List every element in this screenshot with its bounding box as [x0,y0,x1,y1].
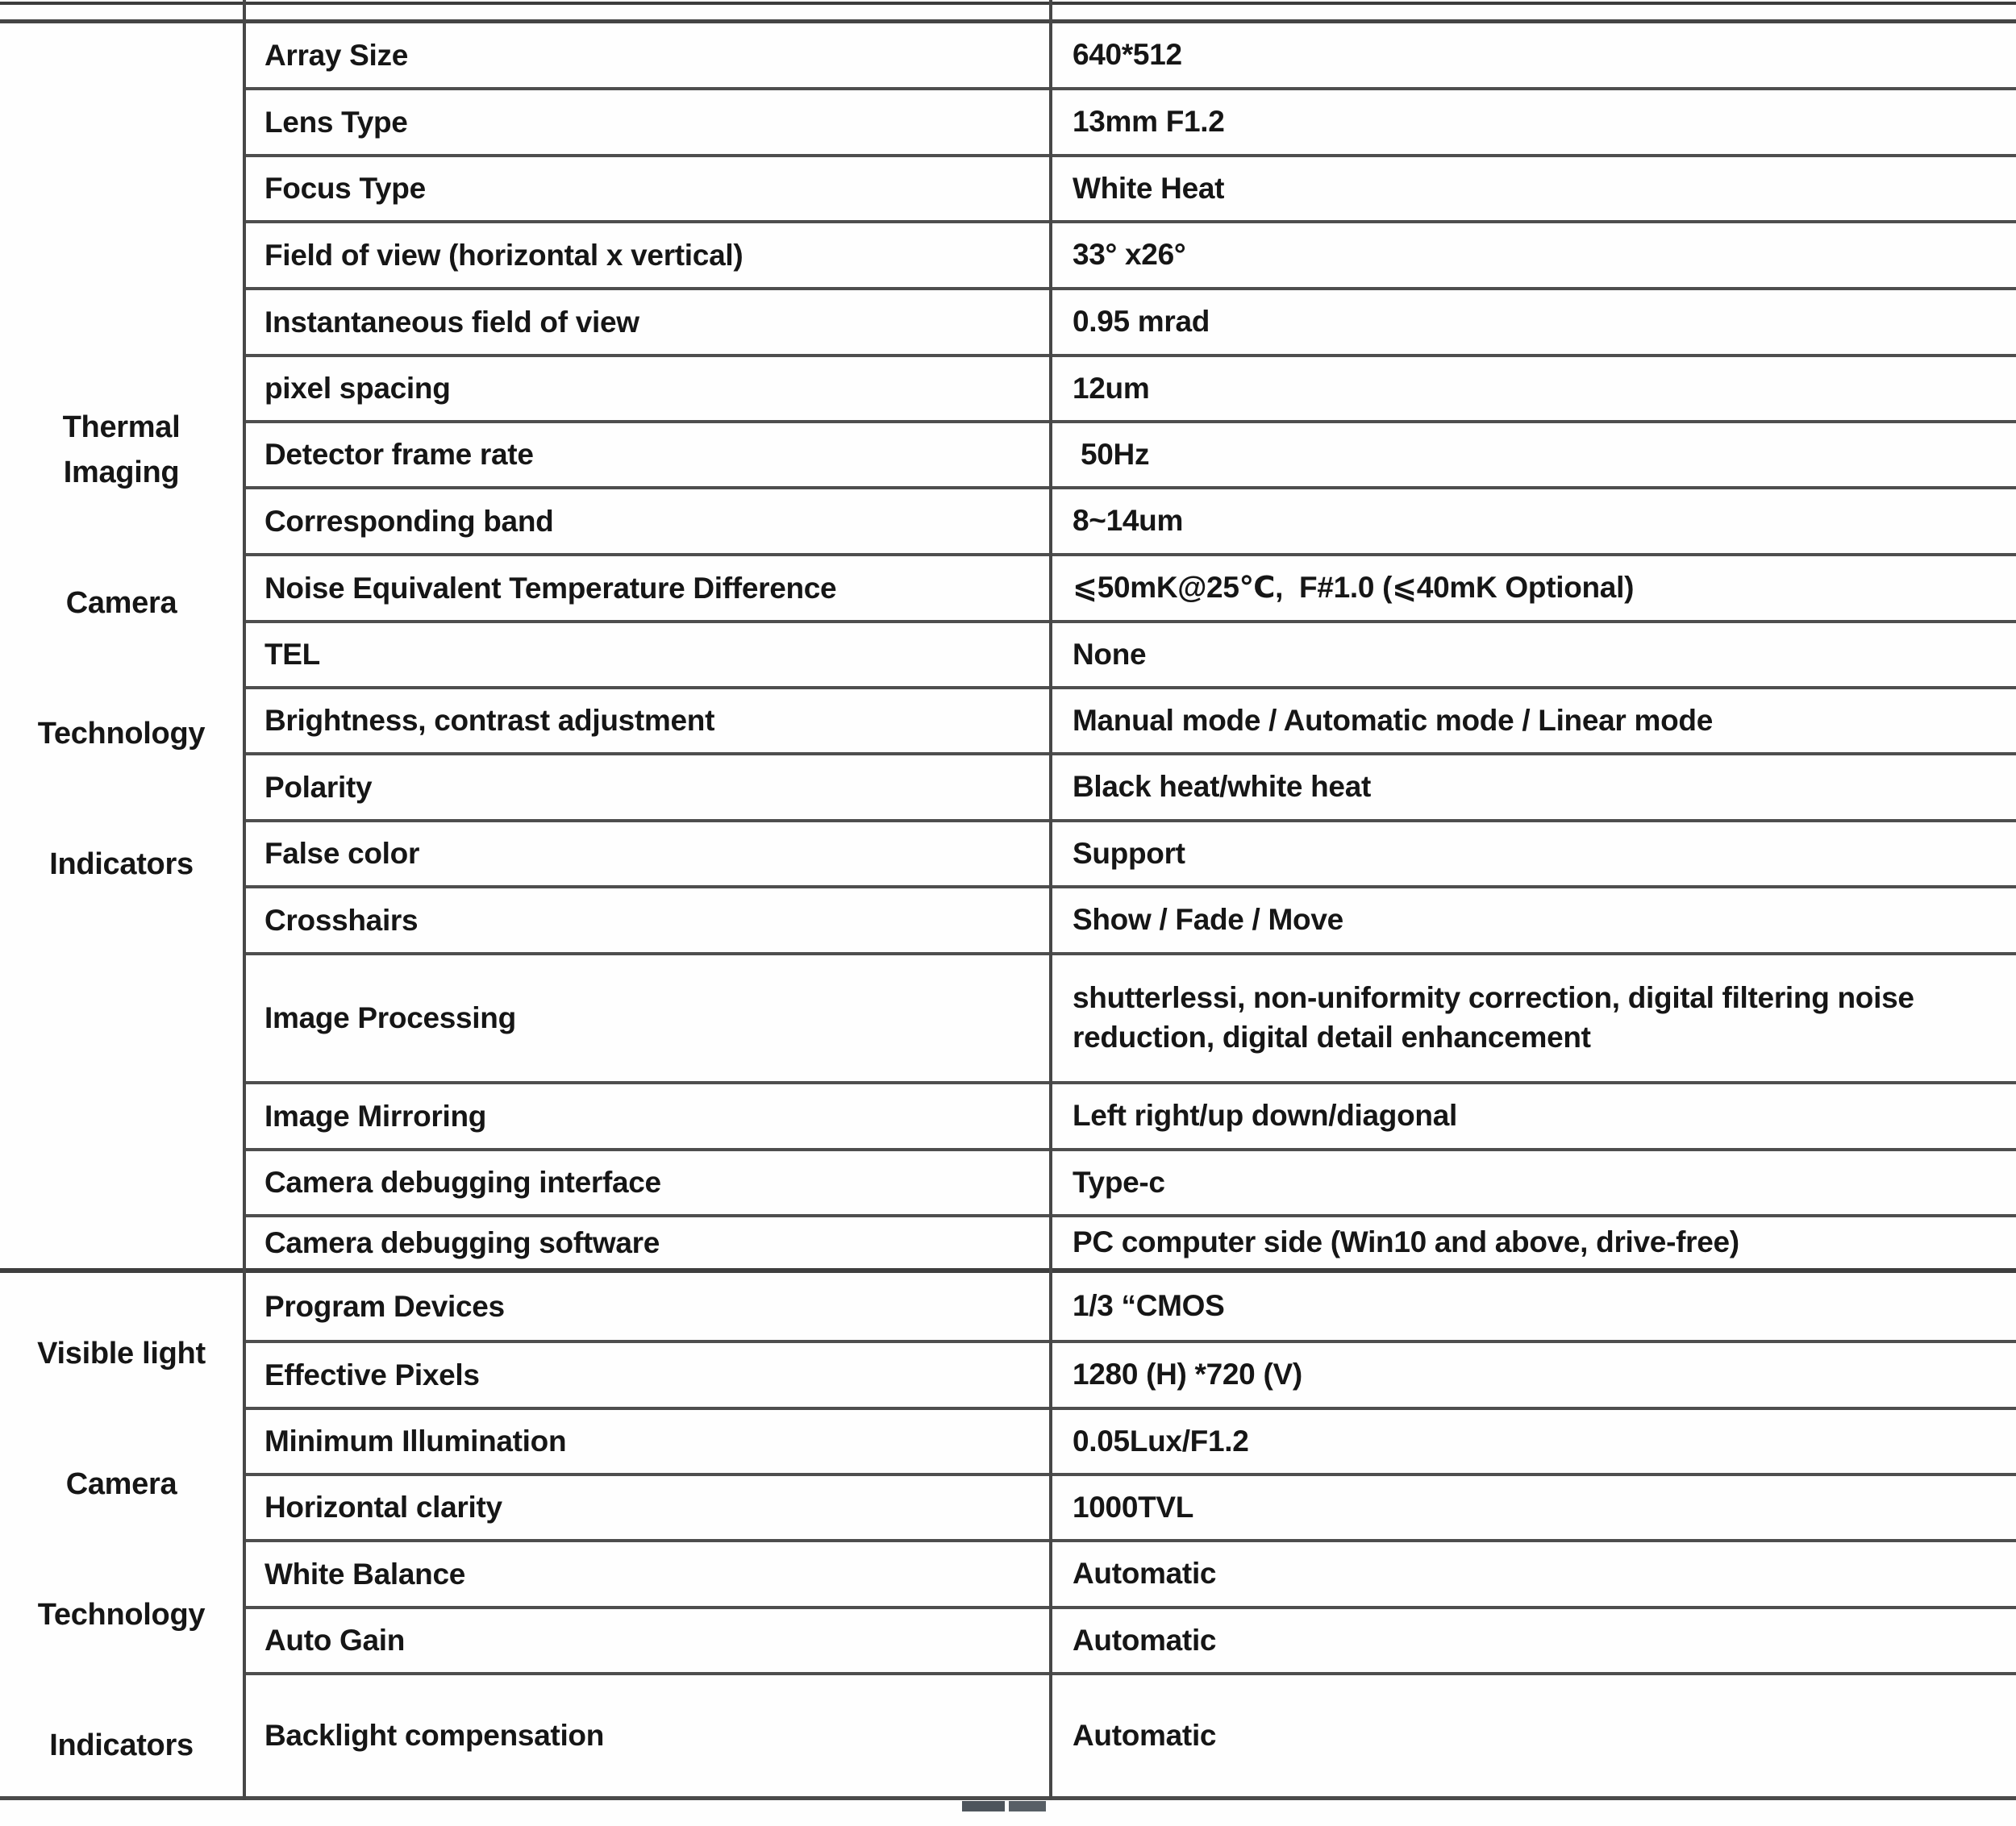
value-text: 13mm F1.2 [1073,105,1225,139]
value-text: shutterlessi, non-uniformity correction, digital filtering noise reduction, digital detail enhancement [1073,981,1922,1054]
category-line: Imaging [63,455,180,489]
param-cell [244,423,1051,486]
value-cell [1051,1151,2016,1214]
value-cell [1051,1410,2016,1473]
param-label: Brightness, contrast adjustment [264,704,715,737]
thermal-rows [244,23,2016,1268]
bottom-marker-right [1009,1801,1046,1811]
value-text: Manual mode / Automatic mode / Linear mode [1073,703,1713,737]
param-label: pixel spacing [264,372,451,405]
table-row [244,420,2016,486]
param-cell [244,1273,1051,1340]
value-cell [1051,1217,2016,1268]
value-cell [1051,1343,2016,1407]
param-cell [244,623,1051,686]
param-cell [244,1084,1051,1148]
param-cell [244,556,1051,620]
value-text: Show / Fade / Move [1073,903,1343,937]
value-cell [1051,556,2016,620]
param-label: False color [264,837,420,870]
param-label: Crosshairs [264,903,419,937]
table-row [244,1539,2016,1606]
table-row [244,220,2016,287]
param-label: Horizontal clarity [264,1491,502,1524]
value-column-divider [1049,0,1052,1800]
value-cell [1051,822,2016,885]
value-text: 0.95 mrad [1073,305,1210,339]
param-cell [244,357,1051,420]
value-cell [1051,689,2016,752]
table-row [244,1672,2016,1796]
table-row [244,1606,2016,1672]
value-cell [1051,90,2016,154]
category-column-divider [243,0,246,1800]
table-row [244,287,2016,354]
param-cell [244,223,1051,287]
param-cell [244,1609,1051,1672]
table-row [244,885,2016,952]
param-cell [244,1217,1051,1268]
value-text: None [1073,637,1147,671]
value-text: Automatic [1073,1718,1217,1752]
value-cell [1051,423,2016,486]
category-line: Camera [65,1466,177,1501]
value-cell [1051,357,2016,420]
param-label: Instantaneous field of view [264,305,639,339]
param-cell [244,1542,1051,1606]
value-text: Support [1073,836,1185,870]
table-row [244,1081,2016,1148]
table-row [244,952,2016,1081]
table-row [244,1273,2016,1340]
param-label: Program Devices [264,1289,505,1323]
value-text: 640*512 [1073,38,1182,72]
param-label: Array Size [264,38,408,72]
table-row [244,1148,2016,1214]
category-cell-thermal [0,23,243,1268]
value-cell [1051,290,2016,354]
value-cell [1051,157,2016,220]
param-cell [244,23,1051,87]
param-label: Corresponding band [264,504,554,538]
table-row [244,1214,2016,1268]
value-cell [1051,955,2016,1081]
category-line: Technology [37,717,206,751]
param-label: Polarity [264,770,373,804]
value-cell [1051,1476,2016,1539]
value-text: PC computer side (Win10 and above, drive-free) [1073,1225,1739,1259]
top-crop-line [0,2,2016,5]
param-cell [244,157,1051,220]
value-cell [1051,888,2016,952]
value-cell [1051,223,2016,287]
value-text: 8~14um [1073,504,1184,538]
category-cell-visible-light [0,1273,243,1796]
table-row [244,87,2016,154]
table-row [244,486,2016,553]
value-cell [1051,1084,2016,1148]
value-cell [1051,1542,2016,1606]
param-cell [244,290,1051,354]
value-text: Black heat/white heat [1073,770,1371,804]
value-text: 1000TVL [1073,1490,1194,1524]
table-row [244,1340,2016,1407]
value-text: ⩽50mK@25℃, F#1.0 (⩽40mK Optional) [1073,571,1635,605]
value-text: 12um [1073,371,1150,405]
table-row [244,819,2016,885]
table-row [244,354,2016,420]
value-text: Automatic [1073,1557,1217,1591]
param-label: Noise Equivalent Temperature Difference [264,571,837,605]
param-cell [244,1476,1051,1539]
table-row [244,686,2016,752]
param-cell [244,1410,1051,1473]
param-cell [244,955,1051,1081]
param-label: White Balance [264,1557,465,1591]
param-cell [244,888,1051,952]
table-row [244,752,2016,819]
value-text: 33° x26° [1073,238,1186,272]
value-cell [1051,489,2016,553]
param-label: Minimum Illumination [264,1425,567,1458]
value-text: Type-c [1073,1165,1165,1199]
category-line: Camera [65,586,177,620]
value-cell [1051,1273,2016,1340]
table-row [244,1407,2016,1473]
param-label: TEL [264,638,320,671]
param-label: Detector frame rate [264,438,534,471]
param-label: Lens Type [264,105,408,139]
category-line: Indicators [49,1728,194,1762]
category-line: Technology [37,1597,206,1632]
value-cell [1051,1609,2016,1672]
param-cell [244,1343,1051,1407]
value-text: Automatic [1073,1623,1217,1657]
param-label: Auto Gain [264,1624,406,1657]
value-text: 1/3 “CMOS [1073,1289,1225,1323]
value-text: 1280 (H) *720 (V) [1073,1358,1302,1391]
value-text: Left right/up down/diagonal [1073,1099,1457,1133]
bottom-frame-line [0,1796,2016,1800]
param-cell [244,90,1051,154]
category-line: Thermal [62,410,181,444]
table-row [244,154,2016,220]
param-cell [244,689,1051,752]
bottom-marker-left [962,1801,1005,1811]
param-cell [244,1675,1051,1796]
table-row [244,23,2016,87]
param-label: Image Mirroring [264,1099,487,1133]
value-cell [1051,23,2016,87]
param-label: Focus Type [264,172,426,205]
param-cell [244,755,1051,819]
value-cell [1051,755,2016,819]
value-text: 50Hz [1073,437,1150,471]
param-cell [244,822,1051,885]
value-text: 0.05Lux/F1.2 [1073,1424,1249,1458]
category-line: Visible light [37,1336,206,1371]
param-label: Backlight compensation [264,1719,605,1752]
param-label: Effective Pixels [264,1358,480,1391]
table-row [244,1473,2016,1539]
table-row [244,553,2016,620]
param-label: Camera debugging interface [264,1166,661,1199]
thermal-imaging-section [0,23,2016,1268]
param-cell [244,489,1051,553]
param-label: Camera debugging software [264,1225,660,1259]
param-cell [244,1151,1051,1214]
category-line: Indicators [49,847,194,881]
value-text: White Heat [1073,171,1225,205]
visible-light-rows [244,1273,2016,1796]
table-row [244,620,2016,686]
visible-light-section [0,1273,2016,1796]
value-cell [1051,623,2016,686]
param-label: Field of view (horizontal x vertical) [264,238,744,272]
param-label: Image Processing [264,1001,516,1034]
value-cell [1051,1675,2016,1796]
